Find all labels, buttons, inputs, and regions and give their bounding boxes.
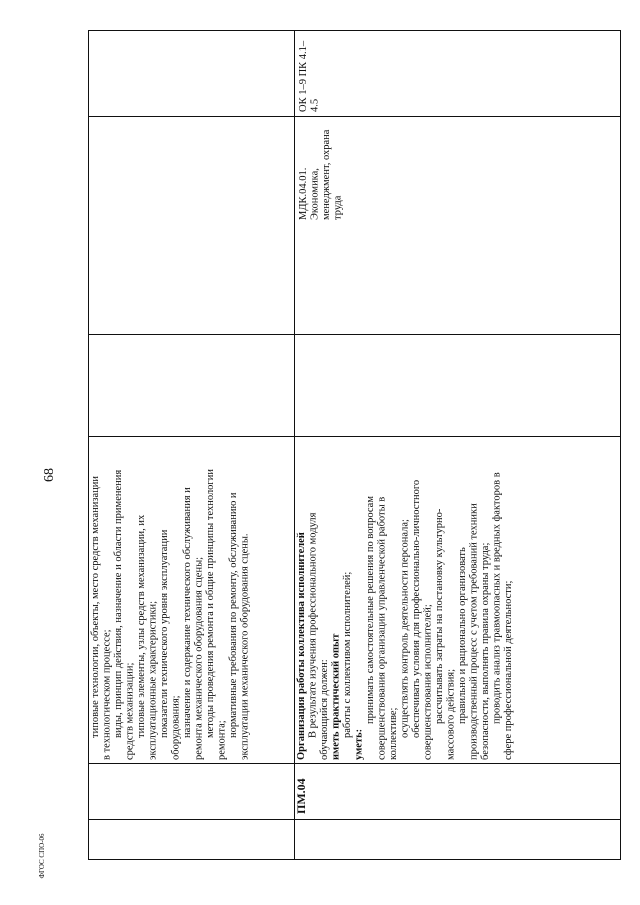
page-number: 68 xyxy=(42,468,57,482)
content-line: коллективе; xyxy=(388,707,399,760)
column-divider xyxy=(88,116,621,117)
content-line: производственный процесс с учетом требований техники xyxy=(468,503,480,760)
content-line: в технологическом процессе; xyxy=(101,629,113,760)
content-line: правильно и рационально организовать xyxy=(457,547,468,724)
content-line: сфере профессиональной деятельности; xyxy=(503,580,514,760)
content-line: массового действия; xyxy=(445,668,457,760)
column-divider xyxy=(88,763,621,764)
content-line: безопасности, выполнять правила охраны труда; xyxy=(480,542,491,760)
content-line: совершенствования организации управленческой работы в xyxy=(376,496,388,760)
module-title: Организация работы коллектива исполнителей xyxy=(296,532,307,760)
column-divider xyxy=(88,819,621,820)
content-line: ремонта механического оборудования сцены; xyxy=(193,556,205,760)
content-line: работы с коллективом исполнителей; xyxy=(342,571,353,738)
content-line: совершенствования исполнителей; xyxy=(422,604,434,760)
content-line: обучающийся должен: xyxy=(319,659,330,760)
content-line: осуществлять контроль деятельности персонала; xyxy=(399,519,411,738)
content-line: типовые элементы, узлы средств механизации, их xyxy=(136,514,147,738)
content-line: проводить анализ травмоопасных и вредных факторов в xyxy=(491,472,503,724)
content-line: ремонта; xyxy=(216,720,228,760)
content-line: рассчитывать затраты на постановку культурно- xyxy=(434,508,445,724)
section-heading: иметь практический опыт xyxy=(330,633,342,760)
row-divider xyxy=(294,30,295,860)
content-line: виды, принцип действия, назначение и области применения xyxy=(113,469,124,738)
content-line: нормативные требования по ремонту, обслуживанию и xyxy=(228,492,239,738)
content-line: обеспечивать условия для профессионально-личностного xyxy=(411,479,422,738)
curriculum-table xyxy=(88,30,621,860)
content-line: показатели технического уровня эксплуатации xyxy=(159,529,170,738)
content-line: типовые технологии, объекты, место средств механизации xyxy=(90,475,101,738)
column-divider xyxy=(88,436,621,437)
row-continuation-content xyxy=(90,442,292,760)
content-line: В результате изучения профессионального модуля xyxy=(307,512,319,738)
mdk-cell: МДК.04.01. Экономика, менеджмент, охрана труда xyxy=(298,129,344,220)
column-divider xyxy=(88,334,621,335)
content-line: средств механизации; xyxy=(124,662,136,760)
footer-document-code: ФГОС СПО-06 xyxy=(38,833,46,879)
content-line: принимать самостоятельные решения по вопросам xyxy=(365,496,376,724)
content-line: назначение и содержание технического обслуживания и xyxy=(182,487,193,738)
section-heading: уметь: xyxy=(353,728,365,760)
competencies-cell: ОК 1–9 ПК 4.1–4.5 xyxy=(298,40,321,112)
module-code: ПМ.04 xyxy=(294,778,308,814)
content-line: эксплуатационные характеристики; xyxy=(147,600,159,760)
module-content xyxy=(296,442,620,760)
content-line: эксплуатации механического оборудования сцены. xyxy=(239,533,251,760)
content-line: методы проведения ремонта и общие принципы технологии xyxy=(205,469,216,738)
content-line: оборудования; xyxy=(170,695,182,760)
